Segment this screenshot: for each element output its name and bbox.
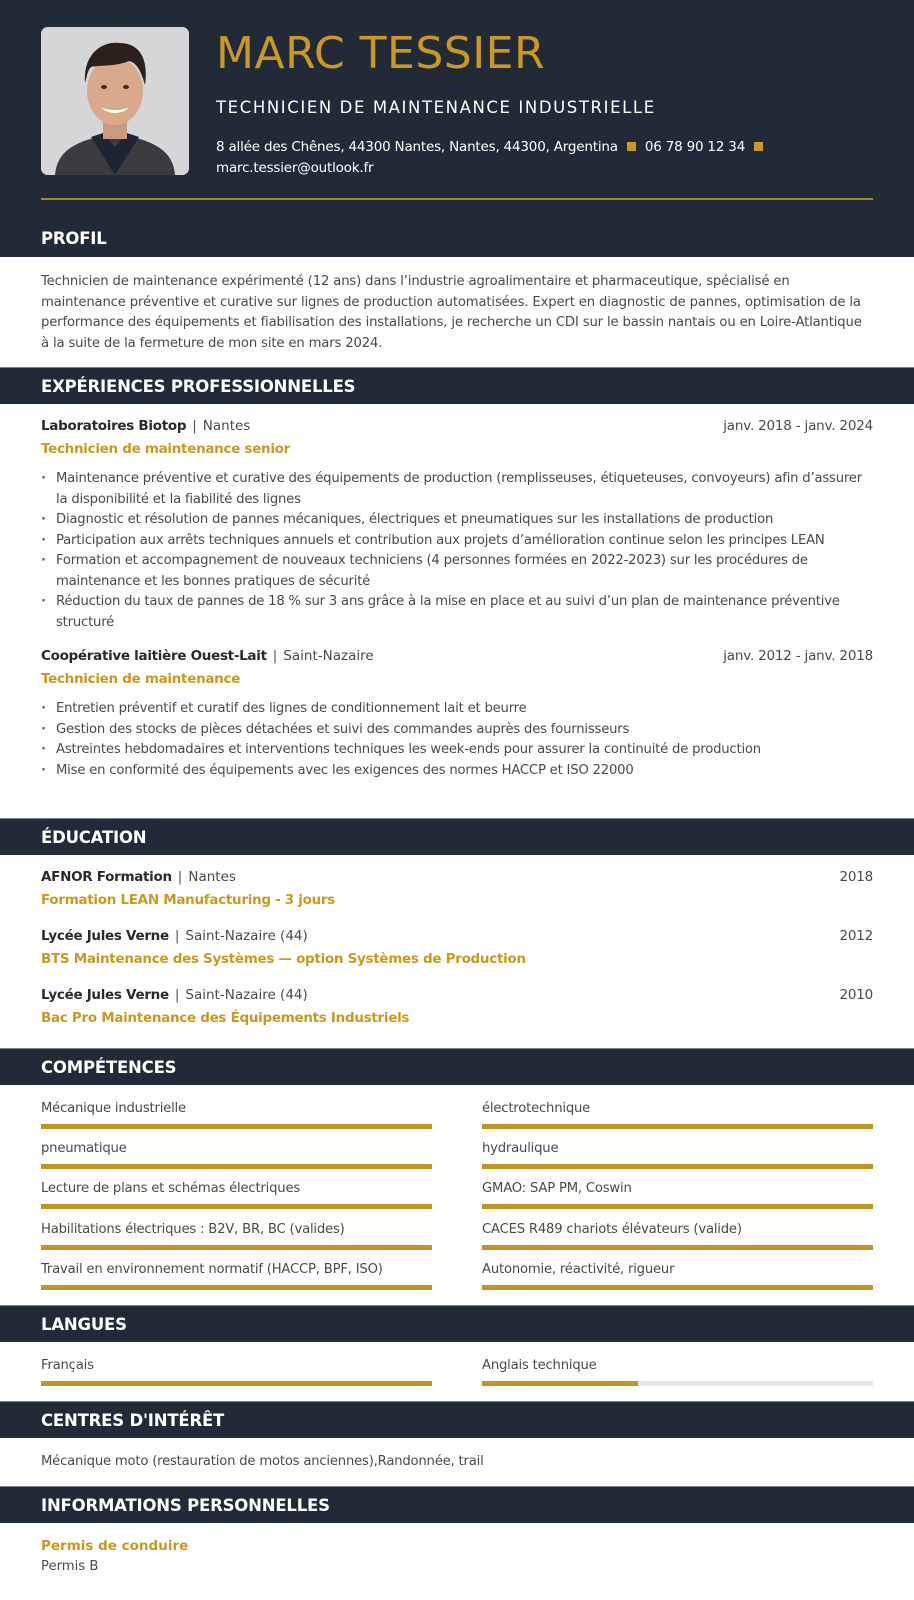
header-divider xyxy=(41,198,873,200)
edu-location: Saint-Nazaire (44) xyxy=(185,928,308,944)
skill-item-label: pneumatique xyxy=(41,1141,127,1157)
driving-license-label: Permis de conduire xyxy=(41,1538,189,1554)
portrait-icon xyxy=(41,27,189,175)
skill-item-label: Lecture de plans et schémas électriques xyxy=(41,1181,301,1197)
interests-section xyxy=(0,1438,914,1486)
skill-item-level-fill xyxy=(482,1164,873,1169)
candidate-name: MARC TESSIER xyxy=(216,28,546,79)
section-header-experience xyxy=(0,367,914,404)
separator-square-icon xyxy=(627,142,636,151)
language-item xyxy=(41,1357,432,1397)
job-bullet: · Réduction du taux de pannes de 18 % sur 3 ans grâce à la mise en place et au suivi d’un plan de maintenance préventive structuré xyxy=(41,592,873,633)
section-header-skills xyxy=(0,1048,914,1085)
skill-item-level-bar xyxy=(41,1285,432,1290)
skill-item xyxy=(41,1100,432,1140)
job-bullet: · Mise en conformité des équipements avec les exigences des normes HACCP et ISO 22000 xyxy=(41,761,873,782)
skill-item-level-bar xyxy=(482,1164,873,1169)
job-bullet: · Gestion des stocks de pièces détachées et suivi des commandes auprès des fournisseurs xyxy=(41,720,873,741)
section-header-languages xyxy=(0,1305,914,1342)
pipe-separator: | xyxy=(192,418,197,434)
separator-square-icon xyxy=(754,142,763,151)
job-entry xyxy=(41,416,873,633)
interests-text: Mécanique moto (restauration de motos anciennes),Randonnée, trail xyxy=(41,1454,484,1469)
skill-item-label: Habilitations électriques : B2V, BR, BC (valides) xyxy=(41,1221,345,1237)
skill-item-level-fill xyxy=(41,1245,432,1250)
address: 8 allée des Chênes, 44300 Nantes, Nantes, 44300, Argentina xyxy=(216,139,618,155)
skill-item-level-bar xyxy=(41,1245,432,1250)
skill-item xyxy=(41,1180,432,1220)
job-entry xyxy=(41,646,873,781)
edu-degree: Bac Pro Maintenance des Équipements Industriels xyxy=(41,1010,410,1026)
section-header-personal xyxy=(0,1486,914,1523)
job-bullets xyxy=(41,469,873,633)
job-bullet: · Diagnostic et résolution de pannes mécaniques, électriques et pneumatiques sur les installations de production xyxy=(41,510,873,531)
skill-item-level-fill xyxy=(41,1204,432,1209)
skill-item xyxy=(482,1100,873,1140)
language-item-level-bar xyxy=(482,1381,873,1386)
language-item-label: Français xyxy=(41,1358,94,1373)
edu-school: Lycée Jules Verne xyxy=(41,987,169,1003)
job-company: Coopérative laitière Ouest-Lait xyxy=(41,648,267,664)
skill-item-label: Autonomie, réactivité, rigueur xyxy=(482,1261,675,1277)
job-bullet: · Astreintes hebdomadaires et interventions techniques les week-ends pour assurer la continuité de production xyxy=(41,740,873,761)
job-dates: janv. 2012 - janv. 2018 xyxy=(723,648,873,664)
edu-school: Lycée Jules Verne xyxy=(41,928,169,944)
profile-section xyxy=(0,257,914,367)
skill-item-level-fill xyxy=(41,1124,432,1129)
skill-item-level-bar xyxy=(482,1124,873,1129)
skill-item-level-fill xyxy=(482,1245,873,1250)
pipe-separator: | xyxy=(174,987,180,1003)
language-item-level-fill xyxy=(482,1381,638,1386)
job-location: Saint-Nazaire xyxy=(283,648,374,664)
section-title-profile: PROFIL xyxy=(41,229,107,248)
job-location: Nantes xyxy=(202,418,251,434)
skill-item xyxy=(41,1261,432,1301)
section-title-experience: EXPÉRIENCES PROFESSIONNELLES xyxy=(41,376,356,396)
skill-item-level-fill xyxy=(41,1285,432,1290)
driving-license-value: Permis B xyxy=(41,1559,99,1574)
pipe-separator: | xyxy=(174,928,180,944)
skill-item xyxy=(482,1180,873,1220)
section-header-education xyxy=(0,818,914,855)
education-entry xyxy=(41,867,873,912)
skills-grid xyxy=(41,1085,873,1301)
phone[interactable]: 06 78 90 12 34 xyxy=(644,139,746,155)
languages-section xyxy=(0,1342,914,1401)
job-bullet: · Entretien préventif et curatif des lignes de conditionnement lait et beurre xyxy=(41,699,873,720)
edu-year: 2012 xyxy=(839,928,873,944)
skill-item-level-fill xyxy=(482,1204,873,1209)
skill-item-label: CACES R489 chariots élévateurs (valide) xyxy=(482,1221,742,1237)
skill-item xyxy=(41,1140,432,1180)
language-item-label: Anglais technique xyxy=(482,1358,597,1373)
email[interactable]: marc.tessier@outlook.fr xyxy=(216,160,374,176)
job-bullets xyxy=(41,699,873,781)
experience-section xyxy=(0,404,914,818)
skill-item xyxy=(482,1261,873,1301)
job-role: Technicien de maintenance senior xyxy=(41,441,291,457)
job-role: Technicien de maintenance xyxy=(41,671,241,687)
education-entry xyxy=(41,926,873,971)
skill-item-label: hydraulique xyxy=(482,1141,559,1157)
section-title-personal: INFORMATIONS PERSONNELLES xyxy=(41,1495,330,1515)
skill-item-level-fill xyxy=(482,1285,873,1290)
job-bullet: · Formation et accompagnement de nouveaux techniciens (4 personnes formées en 2022-2023) sur les procédures de maintenance et les bonnes pratiques de sécurité xyxy=(41,551,873,592)
section-header-interests xyxy=(0,1401,914,1438)
job-company: Laboratoires Biotop xyxy=(41,418,187,434)
skill-item-level-bar xyxy=(482,1285,873,1290)
profile-photo xyxy=(41,27,189,175)
skill-item-level-bar xyxy=(41,1164,432,1169)
skill-item-label: électrotechnique xyxy=(482,1101,591,1116)
education-section xyxy=(0,855,914,1048)
section-title-languages: LANGUES xyxy=(41,1314,127,1334)
skill-item-level-fill xyxy=(482,1124,873,1129)
edu-degree: Formation LEAN Manufacturing - 3 jours xyxy=(41,892,335,908)
section-title-education: ÉDUCATION xyxy=(41,827,147,847)
pipe-separator: | xyxy=(177,869,183,885)
contact-info xyxy=(216,137,876,179)
skill-item-label: Travail en environnement normatif (HACCP, BPF, ISO) xyxy=(41,1261,383,1277)
skill-item-level-bar xyxy=(41,1124,432,1129)
skill-item-level-bar xyxy=(482,1204,873,1209)
language-item-level-fill xyxy=(41,1381,432,1386)
skill-item-label: GMAO: SAP PM, Coswin xyxy=(482,1181,632,1197)
edu-year: 2018 xyxy=(839,869,873,885)
section-title-interests: CENTRES D'INTÉRÊT xyxy=(41,1410,225,1430)
skill-item-level-bar xyxy=(482,1245,873,1250)
job-dates: janv. 2018 - janv. 2024 xyxy=(723,418,873,434)
edu-year: 2010 xyxy=(839,987,873,1003)
education-entry xyxy=(41,985,873,1030)
personal-section xyxy=(0,1523,914,1574)
edu-degree: BTS Maintenance des Systèmes — option Systèmes de Production xyxy=(41,951,526,967)
job-bullet: · Participation aux arrêts techniques annuels et contribution aux projets d’amélioration continue selon les principes LEAN xyxy=(41,531,873,552)
section-title-skills: COMPÉTENCES xyxy=(41,1057,177,1077)
skill-item xyxy=(41,1221,432,1261)
language-item xyxy=(482,1357,873,1397)
edu-school: AFNOR Formation xyxy=(41,869,172,885)
candidate-job-title: TECHNICIEN DE MAINTENANCE INDUSTRIELLE xyxy=(216,98,656,117)
edu-location: Nantes xyxy=(188,869,236,885)
job-bullet: · Maintenance préventive et curative des équipements de production (remplisseuses, étiqueteuses, convoyeurs) afin d’assurer la disponibilité et la fiabilité des lignes xyxy=(41,469,873,510)
profile-summary: Technicien de maintenance expérimenté (12 ans) dans l’industrie agroalimentaire et pharmaceutique, spécialisé en maintenance préventive et curative sur lignes de production automatisées. Expert en diagnostic de pannes, optimisation de la performance des équipements et fiabilisation des installations, je recherche un CDI sur le bassin nantais ou en Loire-Atlantique à la suite de la fermeture de mon site en mars 2024. xyxy=(41,274,862,351)
languages-grid xyxy=(41,1342,873,1397)
skill-item-level-fill xyxy=(41,1164,432,1169)
language-item-level-bar xyxy=(41,1381,432,1386)
edu-location: Saint-Nazaire (44) xyxy=(185,987,308,1003)
skill-item-level-bar xyxy=(41,1204,432,1209)
resume-header xyxy=(0,0,914,257)
skill-item-label: Mécanique industrielle xyxy=(41,1101,186,1116)
skill-item xyxy=(482,1140,873,1180)
skills-section xyxy=(0,1085,914,1305)
pipe-separator: | xyxy=(272,648,278,664)
skill-item xyxy=(482,1221,873,1261)
